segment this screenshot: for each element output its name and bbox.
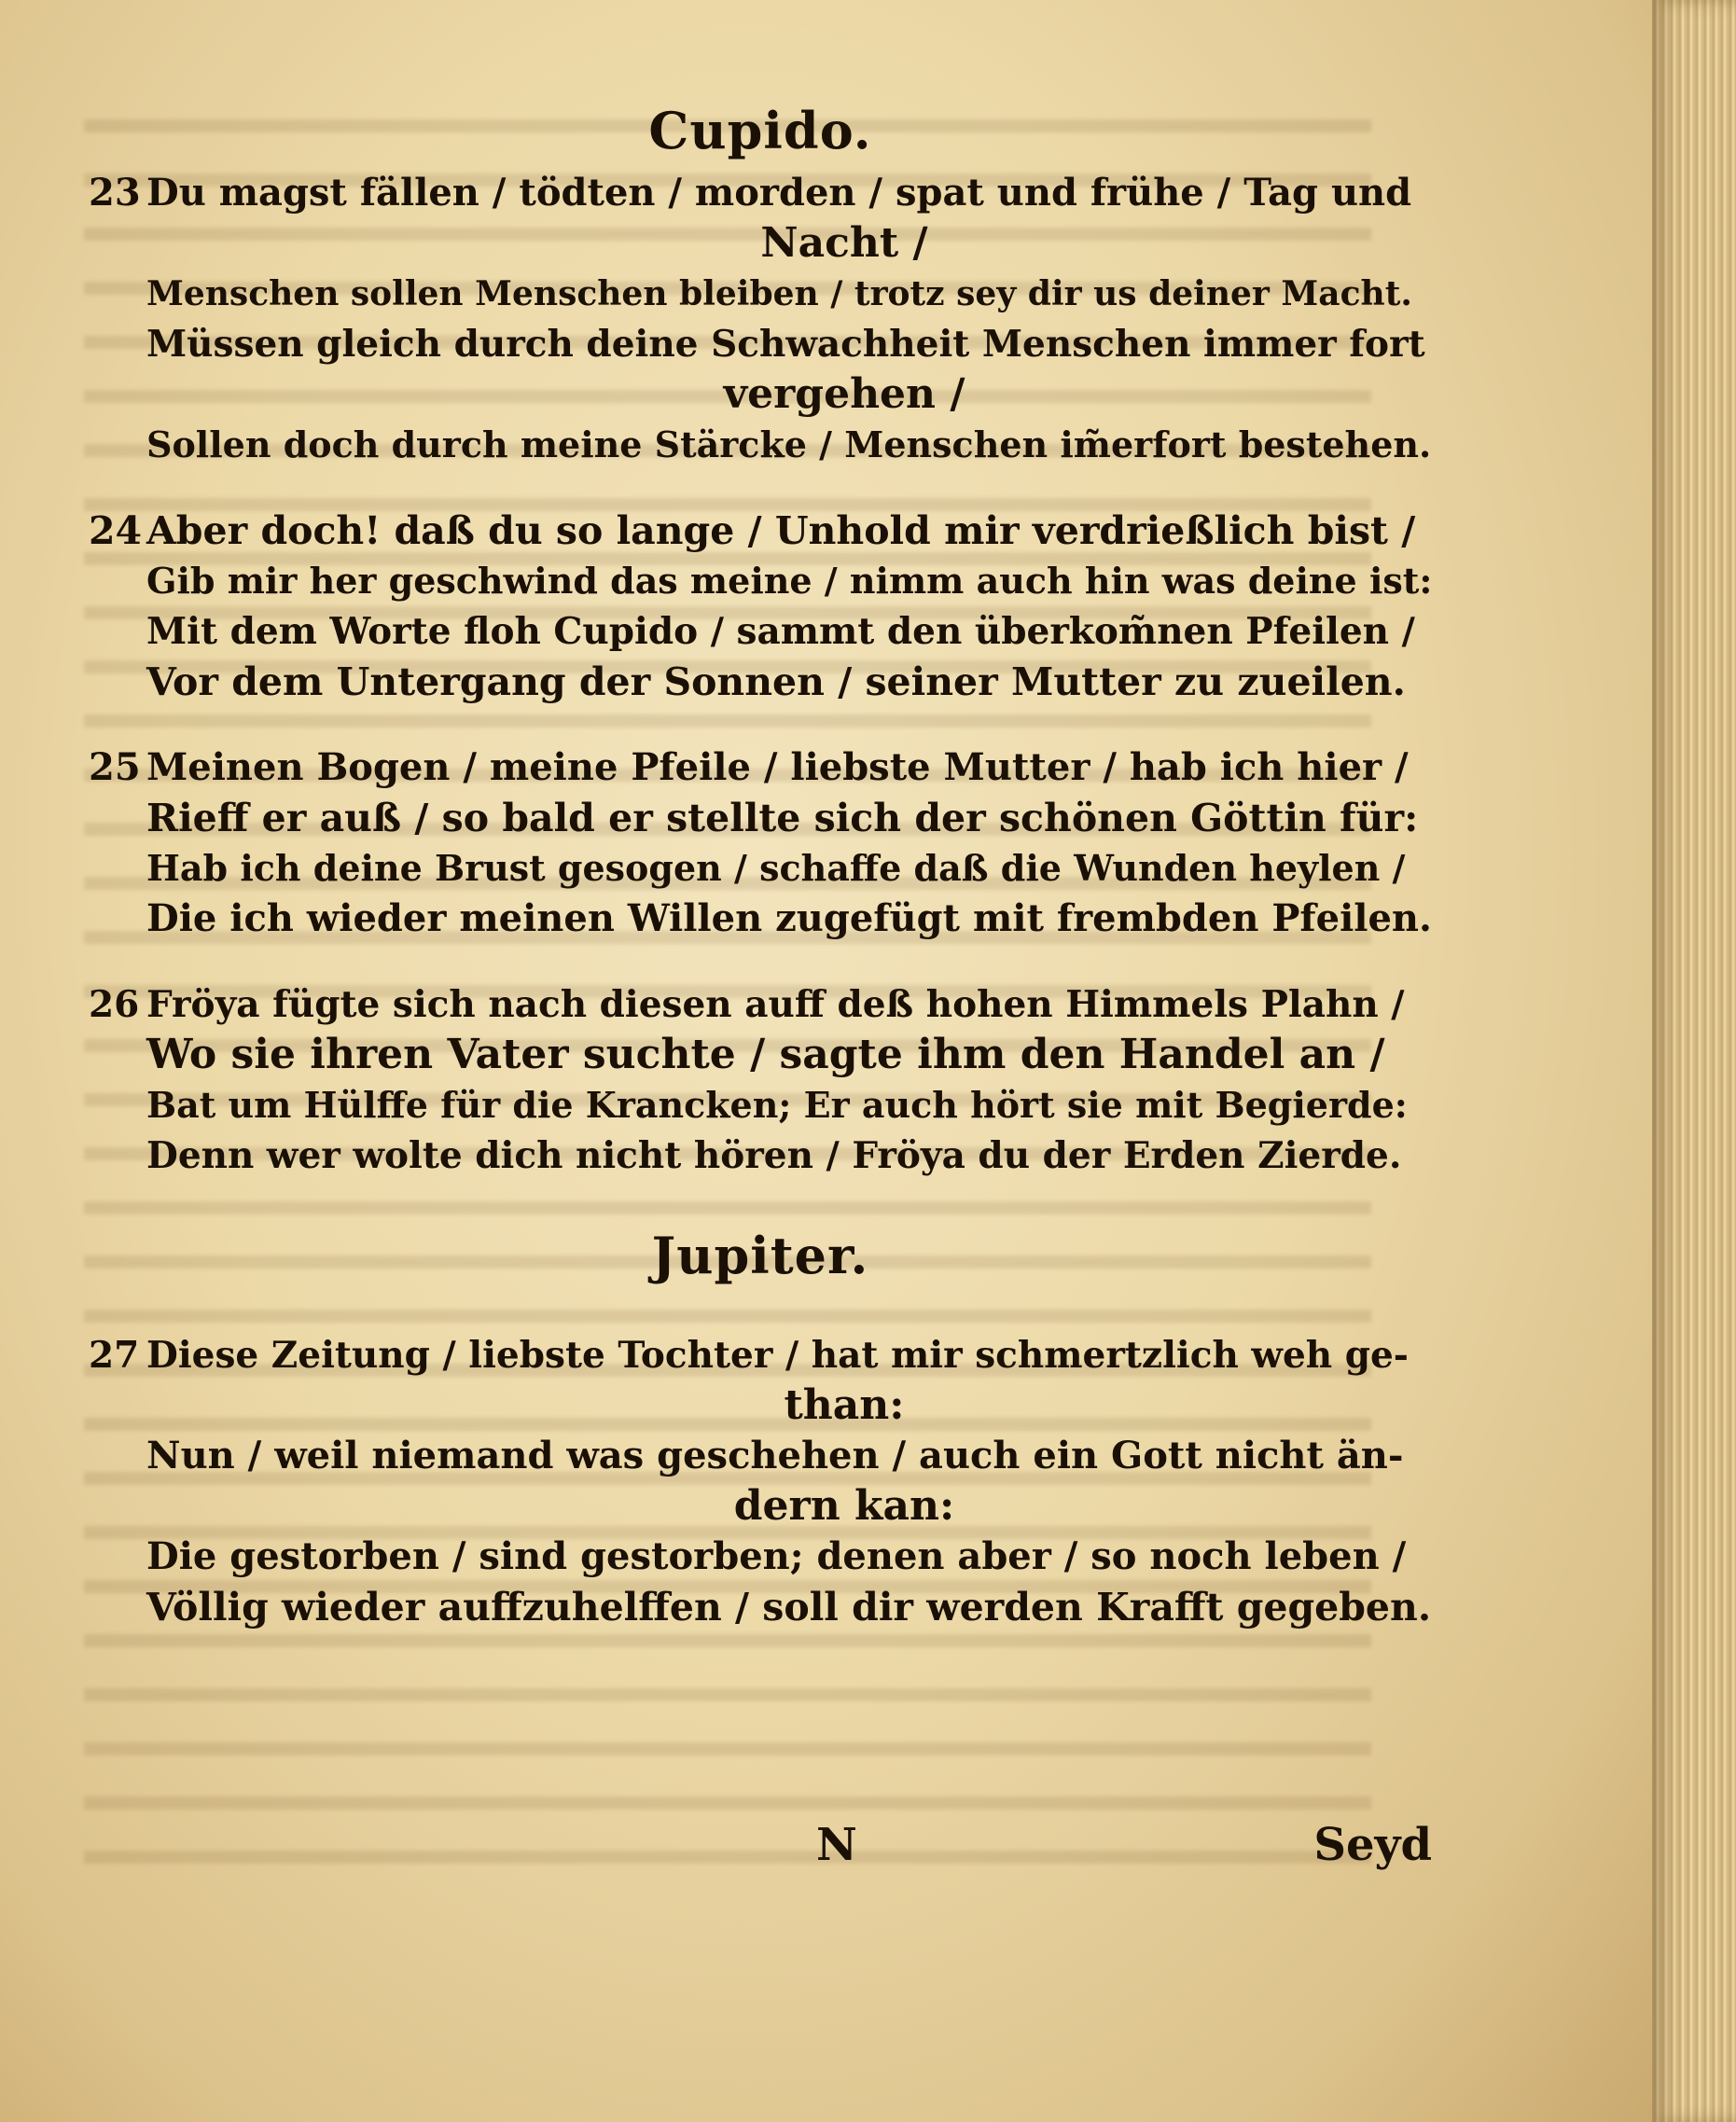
- verse-line: [89, 979, 1432, 1030]
- verse-line: Sollen doch durch meine Stärcke / Menschen im̃erfort bestehen.: [146, 423, 1432, 465]
- stanza-24: [89, 506, 1432, 707]
- verse-text: Meinen Bogen / meine Pfeile / liebste Mutter / hab ich hier /: [146, 745, 1409, 789]
- stanza-number: 25: [89, 745, 141, 789]
- verse-continuation: vergehen /: [723, 370, 965, 418]
- verse-continuation: dern kan:: [733, 1482, 955, 1530]
- verse-line: Bat um Hülffe für die Krancken; Er auch hört sie mit Begierde:: [146, 1084, 1408, 1126]
- stanza-26: [89, 979, 1432, 1181]
- verse-line: [89, 1330, 1432, 1380]
- verse-line: Die gestorben / sind gestorben; denen aber / so noch leben /: [146, 1534, 1407, 1578]
- stanza-number: 23: [89, 171, 141, 215]
- verse-line: Gib mir her geschwind das meine / nimm auch hin was deine ist:: [146, 560, 1433, 602]
- stanza-25: [89, 742, 1432, 944]
- speaker-heading-cupido: Cupido.: [648, 101, 872, 160]
- verse-line: Vor dem Untergang der Sonnen / seiner Mutter zu zueilen.: [146, 659, 1406, 704]
- verse-text: Du magst fällen / tödten / morden / spat und frühe / Tag und: [146, 171, 1412, 215]
- speaker-heading-jupiter: Jupiter.: [651, 1226, 869, 1285]
- verse-line: Menschen sollen Menschen bleiben / trotz sey dir us deiner Macht.: [146, 274, 1412, 313]
- verse-text: Aber doch! daß du so lange / Unhold mir verdrießlich bist /: [146, 508, 1416, 553]
- stanza-number: 24: [89, 508, 143, 553]
- verse-line: Müssen gleich durch deine Schwachheit Menschen immer fort: [146, 323, 1425, 366]
- stanza-23: [89, 168, 1432, 470]
- verse-line: Mit dem Worte floh Cupido / sammt den überkom̃nen Pfeilen /: [146, 610, 1415, 653]
- page-text: [89, 93, 1432, 1632]
- catchword: Seyd: [1313, 1819, 1432, 1871]
- verse-line: [89, 742, 1432, 793]
- page-footer: [89, 1819, 1432, 1884]
- verse-continuation: than:: [784, 1381, 905, 1429]
- signature-mark: N: [816, 1819, 857, 1871]
- stanza-number: 26: [89, 983, 140, 1026]
- verse-line: [89, 506, 1432, 556]
- stanza-27: [89, 1330, 1432, 1632]
- verse-line: [89, 168, 1432, 218]
- verse-line: Nun / weil niemand was geschehen / auch ein Gott nicht än-: [146, 1434, 1404, 1477]
- verse-line: Völlig wieder auffzuhelffen / soll dir werden Krafft gegeben.: [146, 1585, 1432, 1630]
- verse-line: Die ich wieder meinen Willen zugefügt mit frembden Pfeilen.: [146, 896, 1432, 940]
- verse-line: Rieff er auß / so bald er stellte sich der schönen Göttin für:: [146, 796, 1419, 840]
- verse-text: Diese Zeitung / liebste Tochter / hat mir schmertzlich weh ge-: [146, 1334, 1409, 1377]
- verse-continuation: Nacht /: [760, 219, 928, 267]
- verse-text: Fröya fügte sich nach diesen auff deß hohen Himmels Plahn /: [146, 983, 1405, 1026]
- verse-line: Denn wer wolte dich nicht hören / Fröya du der Erden Zierde.: [146, 1134, 1402, 1177]
- page-edges: [1652, 0, 1736, 2122]
- stanza-number: 27: [89, 1334, 140, 1377]
- verse-line: Hab ich deine Brust gesogen / schaffe daß die Wunden heylen /: [146, 847, 1406, 889]
- verse-line: Wo sie ihren Vater suchte / sagte ihm den Handel an /: [146, 1031, 1385, 1078]
